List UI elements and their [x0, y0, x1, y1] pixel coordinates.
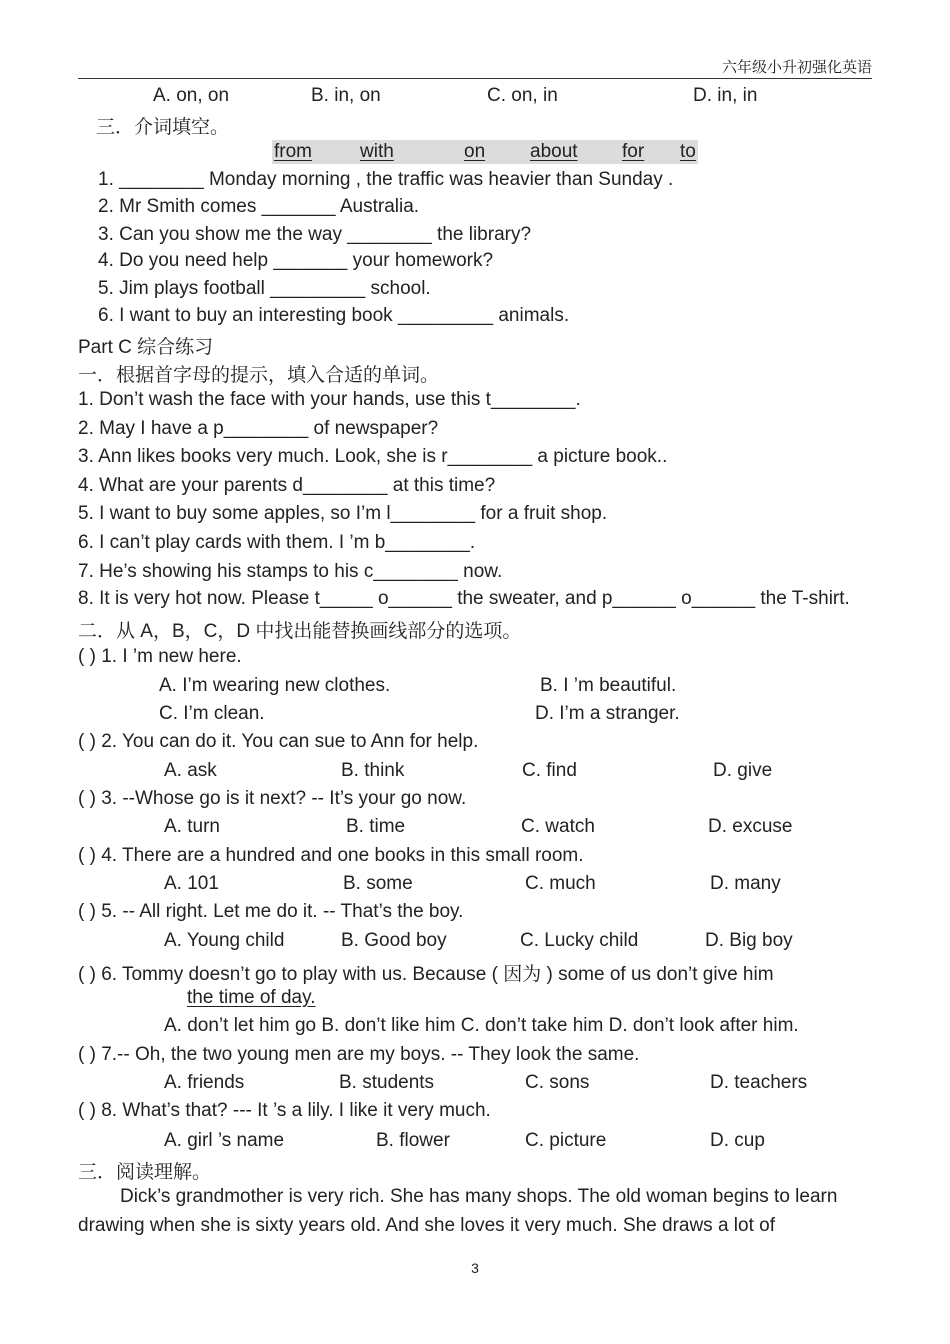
mc-option: B. flower: [376, 1130, 450, 1151]
partc-sec2-heading: 二．从 A，B，C，D 中找出能替换画线部分的选项。: [78, 621, 522, 642]
mc-option: A. I’m wearing new clothes.: [159, 675, 391, 696]
mc-option: A. ask: [164, 760, 217, 781]
mc-option: B. I ’m beautiful.: [540, 675, 677, 696]
mc-option: A. friends: [164, 1072, 245, 1093]
mc-option: A. girl ’s name: [164, 1130, 285, 1151]
mc-option: B. students: [339, 1072, 435, 1093]
fill-item-2: 2. May I have a p________ of newspaper?: [78, 418, 439, 439]
mc-option: B. time: [346, 816, 406, 837]
fill-item-3: 3. Ann likes books very much. Look, she is r________ a picture book..: [78, 446, 668, 467]
mc-question-4: ( ) 4. There are a hundred and one books in this small room.: [78, 845, 584, 866]
word-bank-item: for: [622, 141, 645, 162]
mc-question-2: ( ) 2. You can do it. You can sue to Ann for help.: [78, 731, 479, 752]
top-option-c: C. on, in: [487, 85, 558, 106]
mc-option: C. watch: [521, 816, 595, 837]
header-divider: [78, 78, 872, 79]
mc-options-line: A. don’t let him go B. don’t like him C. don’t take him D. don’t look after him.: [164, 1015, 799, 1036]
fill-item-8: 8. It is very hot now. Please t_____ o______ the sweater, and p______ o______ the T-shirt.: [78, 588, 850, 609]
mc-question-8: ( ) 8. What’s that? --- It ’s a lily. I like it very much.: [78, 1100, 491, 1121]
page-header-title: 六年级小升初强化英语: [721, 59, 872, 76]
mc-option: D. excuse: [708, 816, 793, 837]
mc-option: D. many: [710, 873, 781, 894]
mc-option: D. cup: [710, 1130, 765, 1151]
mc-question-5: ( ) 5. -- All right. Let me do it. -- That’s the boy.: [78, 901, 464, 922]
mc-question-6-underlined: the time of day.: [187, 987, 316, 1008]
fill-item-1: 1. Don’t wash the face with your hands, use this t________.: [78, 389, 581, 410]
mc-option: D. Big boy: [705, 930, 793, 951]
prep-item-4: 4. Do you need help _______ your homework?: [98, 250, 494, 271]
mc-option: C. Lucky child: [520, 930, 639, 951]
fill-item-4: 4. What are your parents d________ at this time?: [78, 475, 496, 496]
mc-option: C. picture: [525, 1130, 607, 1151]
passage-line-2: drawing when she is sixty years old. And she loves it very much. She draws a lot of: [78, 1215, 775, 1236]
mc-option: C. sons: [525, 1072, 590, 1093]
word-bank-item: with: [360, 141, 394, 162]
partc-sec3-heading: 三．阅读理解。: [78, 1162, 212, 1183]
mc-option: C. much: [525, 873, 596, 894]
prep-item-3: 3. Can you show me the way ________ the library?: [98, 224, 532, 245]
mc-option: B. think: [341, 760, 405, 781]
mc-option: C. find: [522, 760, 577, 781]
mc-question-6: ( ) 6. Tommy doesn’t go to play with us. Because ( 因为 ) some of us don’t give him: [78, 964, 774, 985]
mc-option: D. teachers: [710, 1072, 808, 1093]
top-option-a: A. on, on: [153, 85, 230, 106]
mc-option: A. Young child: [164, 930, 285, 951]
section3-heading: 三．介词填空。: [96, 117, 230, 138]
mc-option: A. turn: [164, 816, 220, 837]
fill-item-6: 6. I can’t play cards with them. I ’m b________.: [78, 532, 476, 553]
word-bank-item: from: [274, 141, 312, 162]
top-option-b: B. in, on: [311, 85, 381, 106]
word-bank-item: to: [680, 141, 696, 162]
mc-option: D. give: [713, 760, 773, 781]
top-option-d: D. in, in: [693, 85, 758, 106]
page-number: 3: [471, 1260, 479, 1276]
mc-option: C. I’m clean.: [159, 703, 265, 724]
mc-option: A. 101: [164, 873, 219, 894]
prep-item-6: 6. I want to buy an interesting book _________ animals.: [98, 305, 570, 326]
mc-option: B. some: [343, 873, 413, 894]
prep-item-5: 5. Jim plays football _________ school.: [98, 278, 431, 299]
fill-item-5: 5. I want to buy some apples, so I’m l________ for a fruit shop.: [78, 503, 608, 524]
passage-line-1: Dick’s grandmother is very rich. She has many shops. The old woman begins to learn: [120, 1186, 838, 1207]
mc-option: B. Good boy: [341, 930, 447, 951]
mc-question-3: ( ) 3. --Whose go is it next? -- It’s your go now.: [78, 788, 467, 809]
prep-item-2: 2. Mr Smith comes _______ Australia.: [98, 196, 420, 217]
prep-item-1: 1. ________ Monday morning , the traffic was heavier than Sunday .: [98, 169, 674, 190]
word-bank-item: about: [530, 141, 578, 162]
partc-sec1-heading: 一．根据首字母的提示，填入合适的单词。: [78, 365, 440, 386]
mc-question-1: ( ) 1. I ’m new here.: [78, 646, 242, 667]
fill-item-7: 7. He’s showing his stamps to his c________ now.: [78, 561, 503, 582]
word-bank-item: on: [464, 141, 486, 162]
mc-option: D. I’m a stranger.: [535, 703, 680, 724]
word-bank: [272, 140, 698, 164]
mc-question-7: ( ) 7.-- Oh, the two young men are my boys. -- They look the same.: [78, 1044, 640, 1065]
part-c-title: Part C 综合练习: [78, 337, 214, 358]
